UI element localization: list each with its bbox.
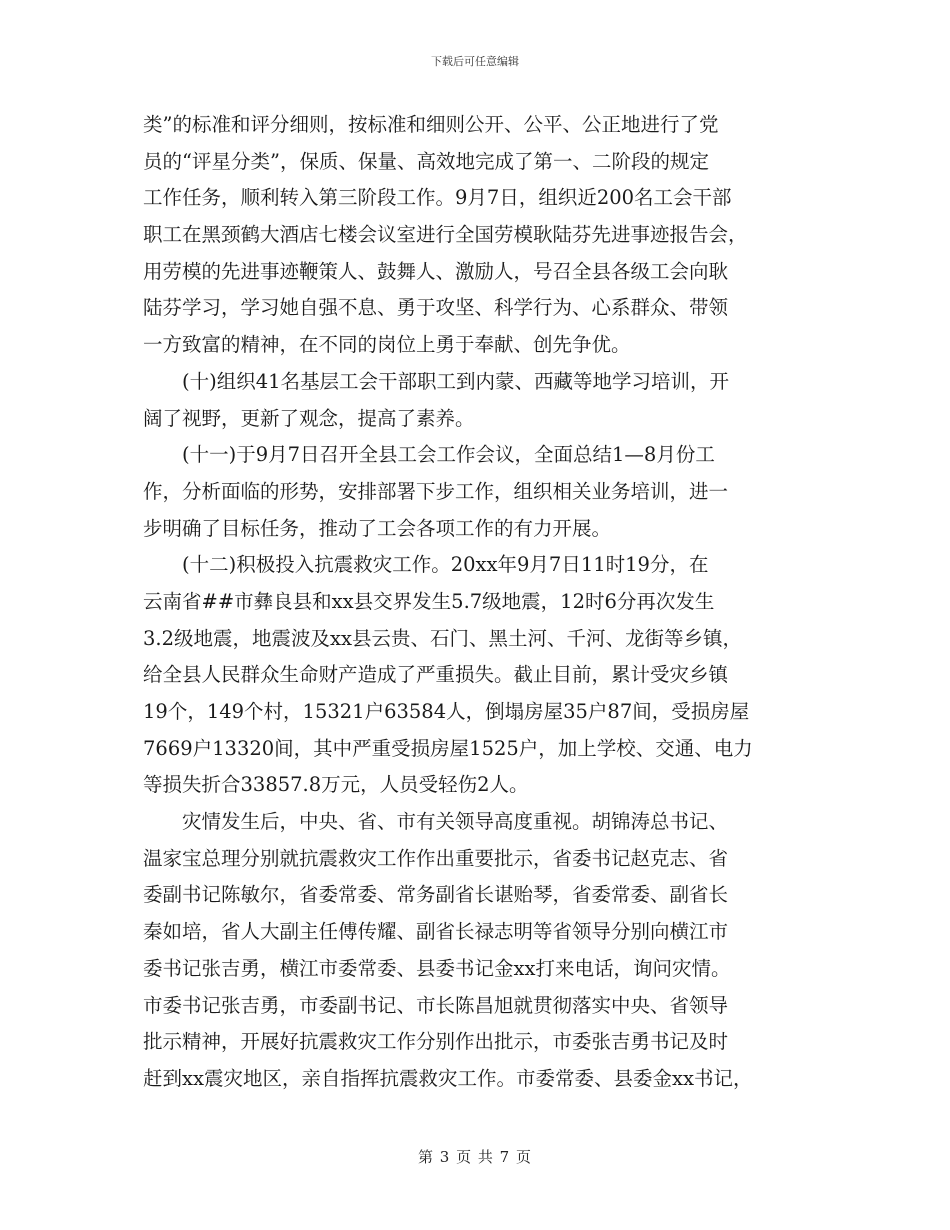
text-line: 员的“评星分类”，保质、保量、高效地完成了第一、二阶段的规定	[143, 149, 709, 173]
text-line: 灾情发生后，中央、省、市有关领导高度重视。胡锦涛总书记、	[182, 810, 729, 834]
text-line: 给全县人民群众生命财产造成了严重损失。截止目前，累计受灾乡镇	[143, 663, 729, 687]
text-line: 秦如培，省人大副主任傅传耀、副省长禄志明等省领导分别向横江市	[143, 920, 729, 944]
text-line: 云南省##市彝良县和xx县交界发生5.7级地震，12时6分再次发生	[143, 589, 715, 613]
text-line: 温家宝总理分别就抗震救灾工作作出重要批示，省委书记赵克志、省	[143, 846, 729, 870]
page-footer: 第 3 页 共 7 页	[418, 1148, 532, 1166]
text-line: 7669户13320间，其中严重受损房屋1525户，加上学校、交通、电力	[143, 736, 753, 760]
page-header-note: 下载后可任意编辑	[431, 55, 519, 68]
text-line: 批示精神，开展好抗震救灾工作分别作出批示，市委张吉勇书记及时	[143, 1030, 729, 1054]
text-line: 市委书记张吉勇，市委副书记、市长陈昌旭就贯彻落实中央、省领导	[143, 993, 729, 1017]
text-line: 3.2级地震，地震波及xx县云贵、石门、黑土河、千河、龙街等乡镇，	[143, 626, 743, 650]
text-line: 19个，149个村，15321户63584人，倒塌房屋35户87间，受损房屋	[143, 700, 750, 723]
text-line: 职工在黑颈鹤大酒店七楼会议室进行全国劳模耿陆芬先进事迹报告会，	[143, 223, 748, 247]
text-line: 委书记张吉勇，横江市委常委、县委书记金xx打来电话，询问灾情。	[143, 956, 731, 980]
text-line: 工作任务，顺利转入第三阶段工作。9月7日，组织近200名工会干部	[143, 186, 732, 210]
text-line: (十)组织41名基层工会干部职工到内蒙、西藏等地学习培训，开	[182, 369, 730, 393]
text-line: (十一)于9月7日召开全县工会工作会议，全面总结1—8月份工	[182, 443, 715, 467]
text-line: 赶到xx震灾地区，亲自指挥抗震救灾工作。市委常委、县委金xx书记，	[143, 1066, 753, 1090]
text-line: 等损失折合33857.8万元，人员受轻伤2人。	[143, 773, 529, 797]
text-line: (十二)积极投入抗震救灾工作。20xx年9月7日11时19分，在	[182, 553, 709, 577]
text-line: 委副书记陈敏尔，省委常委、常务副省长谌贻琴，省委常委、副省长	[143, 883, 729, 907]
document-body	[143, 107, 823, 1098]
text-line: 类”的标准和评分细则，按标准和细则公开、公平、公正地进行了党	[143, 113, 719, 136]
text-line: 陆芬学习，学习她自强不息、勇于攻坚、科学行为、心系群众、带领	[143, 296, 729, 320]
text-line: 步明确了目标任务，推动了工会各项工作的有力开展。	[143, 516, 612, 540]
text-line: 阔了视野，更新了观念，提高了素养。	[143, 406, 475, 430]
text-line: 作，分析面临的形势，安排部署下步工作，组织相关业务培训，进一	[143, 479, 729, 503]
text-line: 用劳模的先进事迹鞭策人、鼓舞人、激励人，号召全县各级工会向耿	[143, 259, 729, 283]
text-line: 一方致富的精神，在不同的岗位上勇于奉献、创先争优。	[143, 333, 631, 357]
